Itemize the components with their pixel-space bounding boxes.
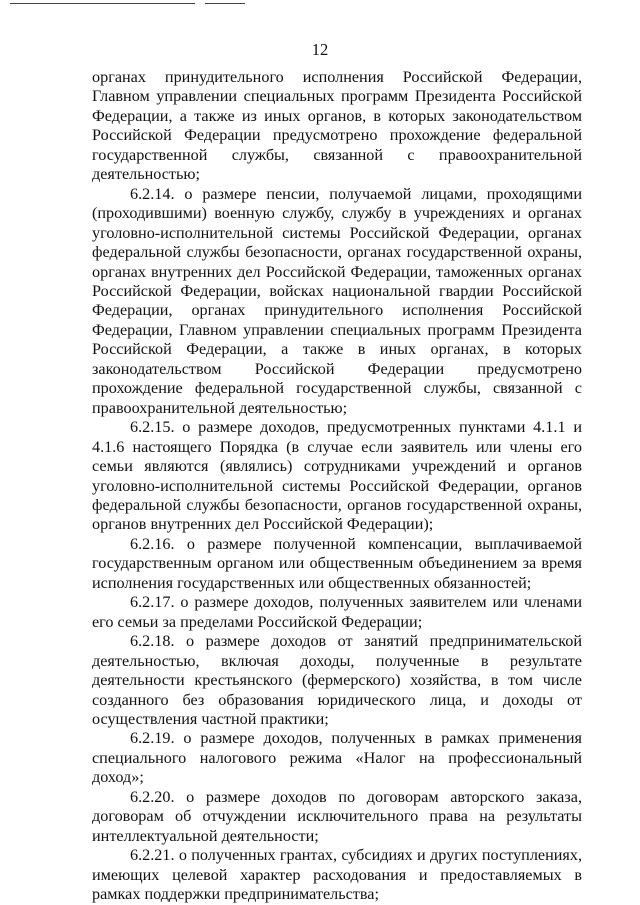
page-number: 12: [311, 40, 329, 59]
document-body: [92, 68, 582, 904]
paragraph-6-2-14: 6.2.14. о размере пенсии, получаемой лицами, проходящими (проходившими) военную службу, службу в учреждениях и органах уголовно-исполнительной системы Российской Федерации, органах федеральной службы безопасности, органах государственной охраны, органах внутренних дел Российской Федерации, таможенных органах Российской Федерации, войсках национальной гвардии Российской Федерации, органах принудительного исполнения Российской Федерации, Главном управлении специальных программ Президента Российской Федерации, а также в иных органах, в которых законодательством Российской Федерации предусмотрено прохождение федеральной государственной службы, связанной с правоохранительной деятельностью;: [92, 184, 582, 417]
paragraph-6-2-17: 6.2.17. о размере доходов, полученных заявителем или членами его семьи за пределами Российской Федерации;: [92, 593, 582, 631]
top-edge-rule: [205, 3, 245, 4]
paragraph-6-2-21: 6.2.21. о полученных грантах, субсидиях и других поступлениях, имеющих целевой характер расходования и предоставляемых в рамках поддержки предпринимательства;: [92, 846, 582, 904]
top-edge-rule: [10, 3, 195, 4]
paragraph-6-2-15: 6.2.15. о размере доходов, предусмотренных пунктами 4.1.1 и 4.1.6 настоящего Порядка (в случае если заявитель или члены его семьи являются (являлись) сотрудниками учреждений и органов уголовно-исполнительной системы Российской Федерации, органов федеральной службы безопасности, органов государственной охраны, органов внутренних дел Российской Федерации);: [92, 418, 582, 534]
paragraph-continuation: органах принудительного исполнения Российской Федерации, Главном управлении специальных программ Президента Российской Федерации, а также из иных органов, в которых законодательством Российской Федерации предусмотрено прохождение федеральной государственной службы, связанной с правоохранительной деятельностью;: [92, 68, 582, 184]
paragraph-6-2-16: 6.2.16. о размере полученной компенсации, выплачиваемой государственным органом или общественным объединением за время исполнения государственных или общественных обязанностей;: [92, 534, 582, 592]
paragraph-6-2-19: 6.2.19. о размере доходов, полученных в рамках применения специального налогового режима «Налог на профессиональный доход»;: [92, 729, 582, 787]
paragraph-6-2-18: 6.2.18. о размере доходов от занятий предпринимательской деятельностью, включая доходы, полученные в результате деятельности крестьянского (фермерского) хозяйства, в том числе созданного без образования юридического лица, и доходы от осуществления частной практики;: [92, 632, 582, 728]
paragraph-6-2-20: 6.2.20. о размере доходов по договорам авторского заказа, договорам об отчуждении исключительного права на результаты интеллектуальной деятельности;: [92, 787, 582, 845]
